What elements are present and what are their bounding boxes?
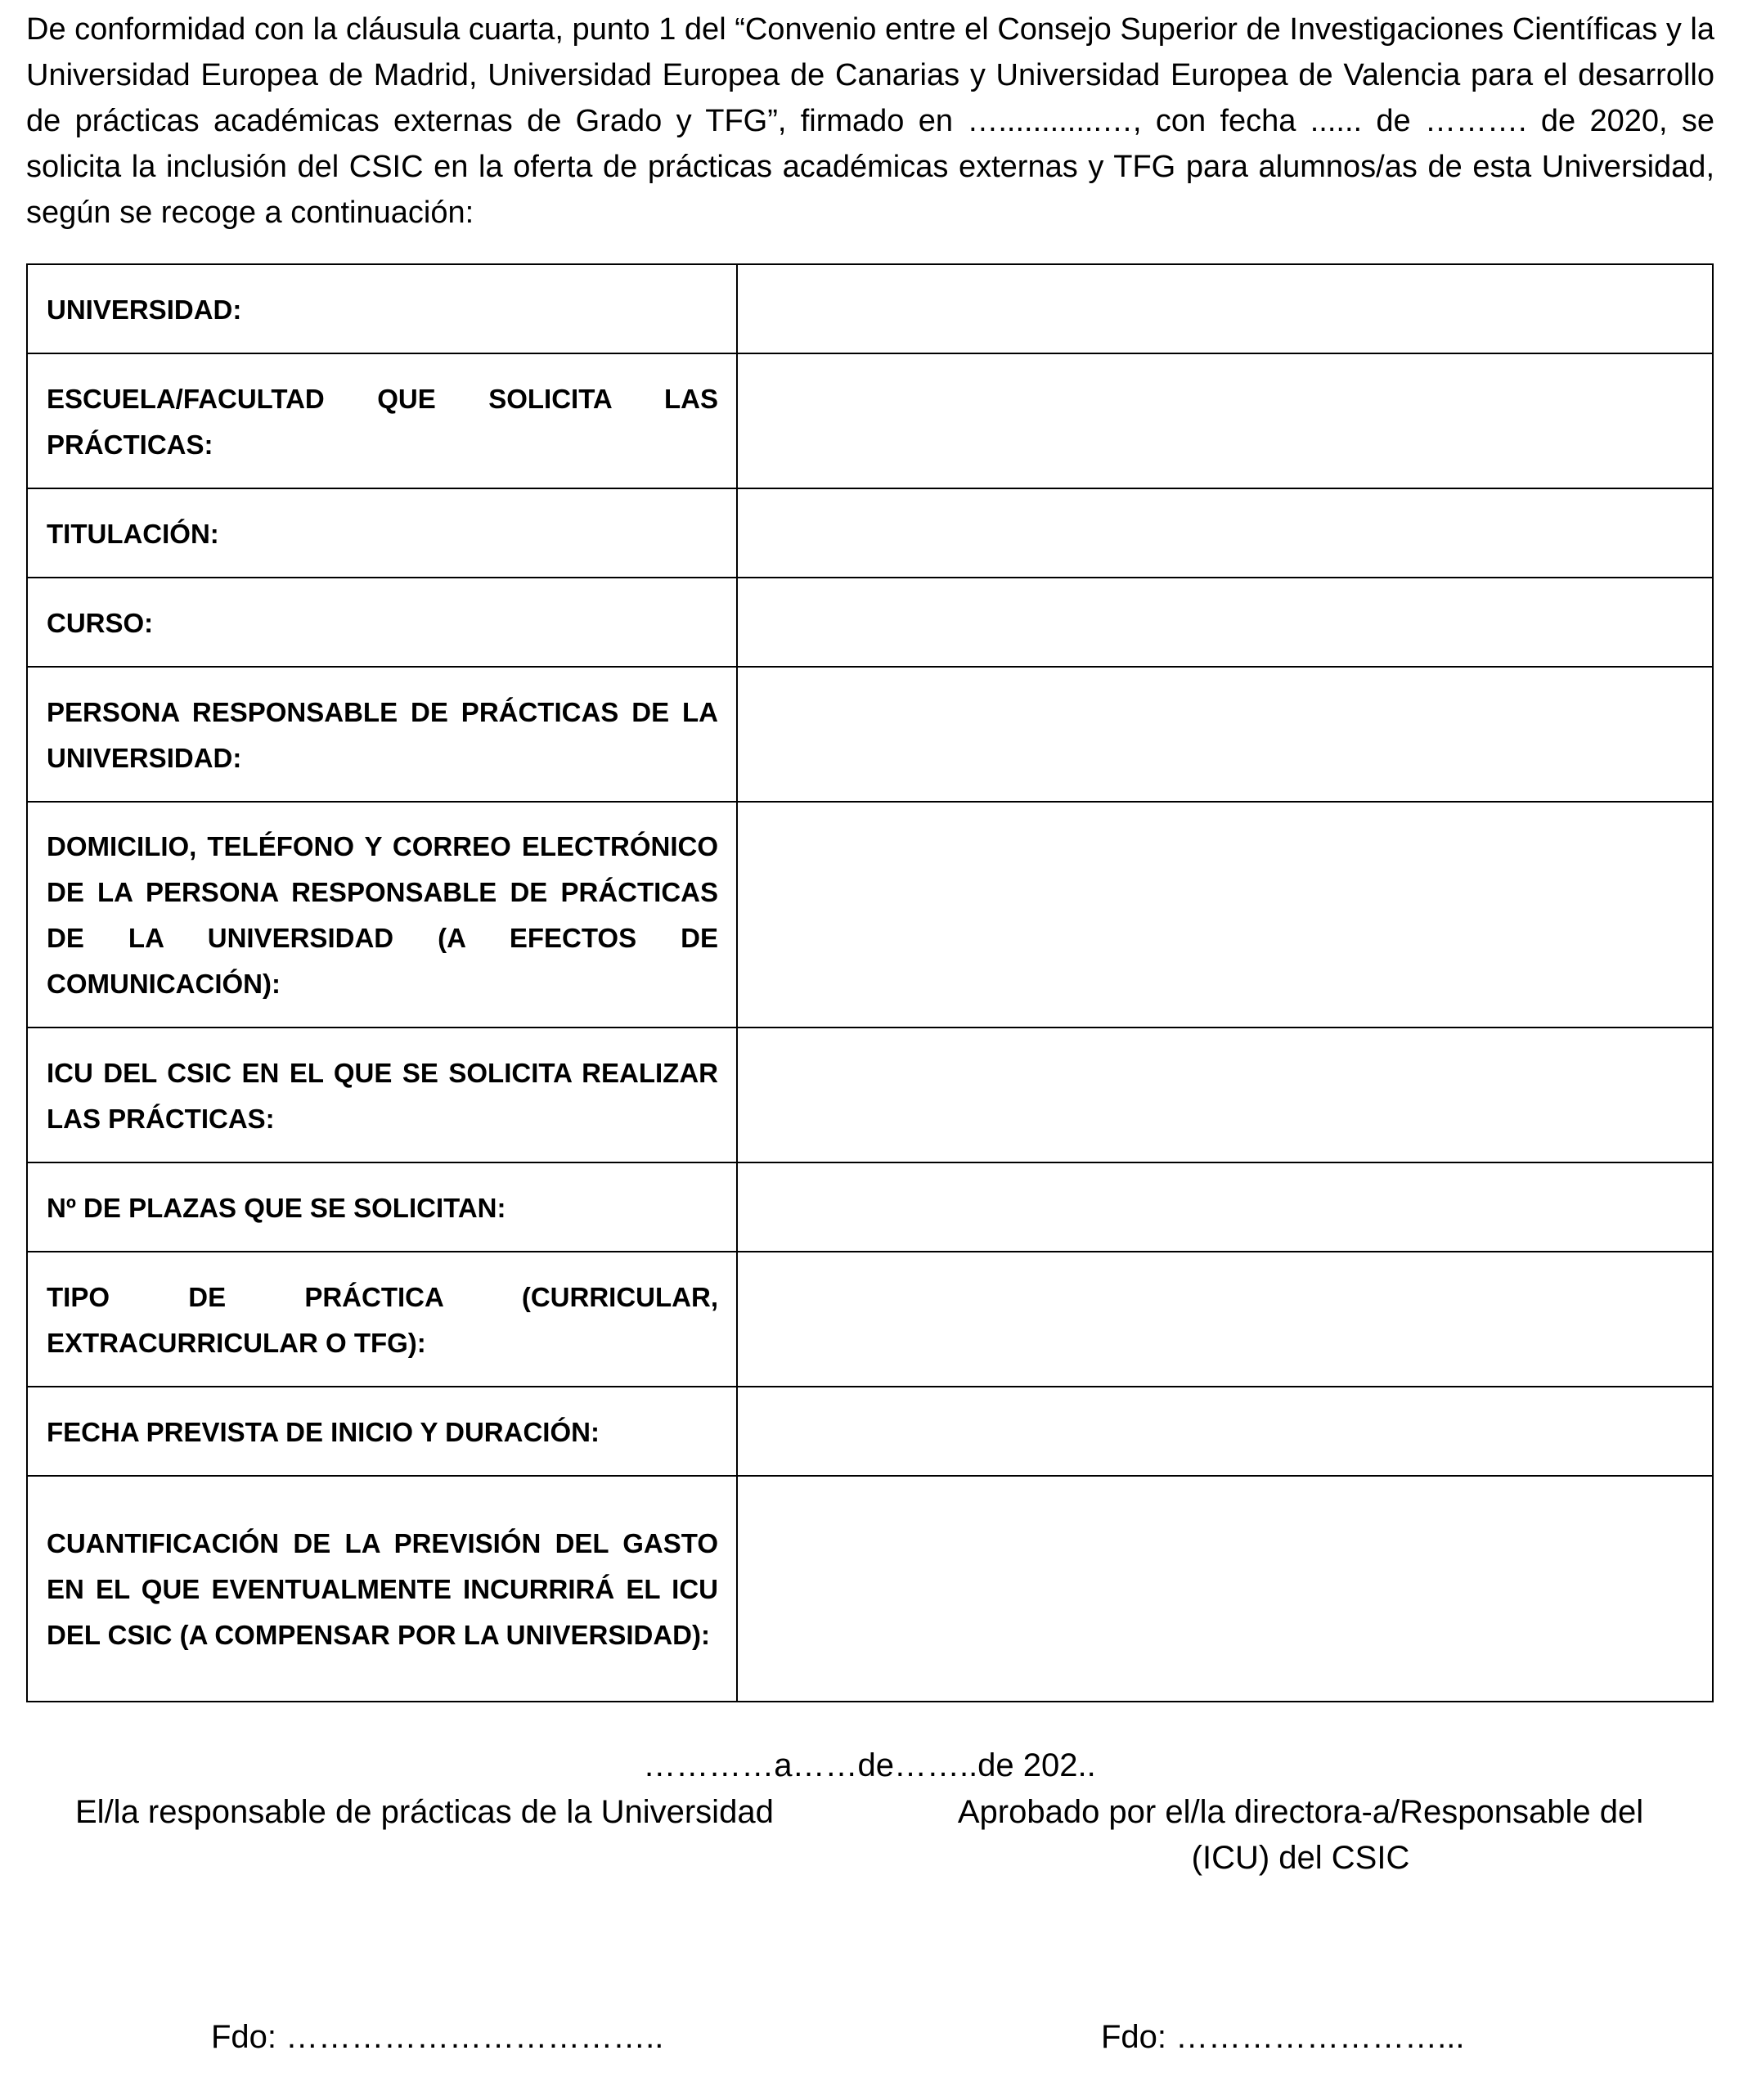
escuela-facultad-field[interactable] bbox=[737, 353, 1713, 488]
form-row-persona-responsable bbox=[27, 667, 1713, 802]
row-label-cell bbox=[27, 578, 737, 667]
titulacion-field[interactable] bbox=[737, 488, 1713, 578]
prevision-gasto-field[interactable] bbox=[737, 1476, 1713, 1702]
row-label: CUANTIFICACIÓN DE LA PREVISIÓN DEL GASTO EN EL QUE EVENTUALMENTE INCURRIRÁ EL ICU DEL CSIC (A COMPENSAR POR LA UNIVERSIDAD): bbox=[47, 1528, 718, 1650]
request-form-table bbox=[26, 263, 1714, 1702]
form-row-fecha-inicio bbox=[27, 1387, 1713, 1476]
row-label-cell bbox=[27, 1252, 737, 1387]
form-row-domicilio-contacto bbox=[27, 802, 1713, 1028]
university-signature-line: Fdo: …………………………….. bbox=[211, 2019, 664, 2055]
curso-field[interactable] bbox=[737, 578, 1713, 667]
row-label: TITULACIÓN: bbox=[47, 518, 219, 549]
row-label: UNIVERSIDAD: bbox=[47, 294, 242, 325]
form-row-tipo-practica bbox=[27, 1252, 1713, 1387]
form-row-prevision-gasto bbox=[27, 1476, 1713, 1702]
universidad-field[interactable] bbox=[737, 264, 1713, 353]
form-row-escuela-facultad bbox=[27, 353, 1713, 488]
row-label-cell bbox=[27, 802, 737, 1028]
row-label-cell bbox=[27, 488, 737, 578]
row-label-cell bbox=[27, 264, 737, 353]
row-label-cell bbox=[27, 1028, 737, 1162]
university-signatory-role: El/la responsable de prácticas de la Universidad bbox=[75, 1794, 774, 1830]
num-plazas-field[interactable] bbox=[737, 1162, 1713, 1252]
intro-paragraph: De conformidad con la cláusula cuarta, punto 1 del “Convenio entre el Consejo Superior de Investigaciones Científicas y la Universidad Europea de Madrid, Universidad Europea de Canarias y Universidad Europea de Valencia para el desarrollo de prácticas académicas externas de Grado y TFG”, firmado en …............…, con fecha ...... de ………. de 2020, se solicita la inclusión del CSIC en la oferta de prácticas académicas externas y TFG para alumnos/as de esta Universidad, según se recoge a continuación: bbox=[26, 12, 1714, 230]
row-label: ESCUELA/FACULTAD QUE SOLICITA LAS PRÁCTICAS: bbox=[47, 383, 718, 460]
row-label-cell bbox=[27, 667, 737, 802]
fecha-inicio-field[interactable] bbox=[737, 1387, 1713, 1476]
icu-field[interactable] bbox=[737, 1028, 1713, 1162]
domicilio-contacto-field[interactable] bbox=[737, 802, 1713, 1028]
row-label: DOMICILIO, TELÉFONO Y CORREO ELECTRÓNICO DE LA PERSONA RESPONSABLE DE PRÁCTICAS DE LA UNIVERSIDAD (A EFECTOS DE COMUNICACIÓN): bbox=[47, 831, 718, 999]
csic-signature-line: Fdo: ……………………... bbox=[1101, 2019, 1465, 2055]
form-row-icu bbox=[27, 1028, 1713, 1162]
place-date-line: …………a……de……..de 202.. bbox=[643, 1747, 1096, 1783]
row-label: PERSONA RESPONSABLE DE PRÁCTICAS DE LA UNIVERSIDAD: bbox=[47, 696, 718, 773]
row-label-cell bbox=[27, 1476, 737, 1702]
persona-responsable-field[interactable] bbox=[737, 667, 1713, 802]
csic-signatory-role: Aprobado por el/la directora-a/Responsable del (ICU) del CSIC bbox=[957, 1794, 1644, 1876]
row-label-cell bbox=[27, 1162, 737, 1252]
row-label: CURSO: bbox=[47, 607, 154, 638]
row-label: TIPO DE PRÁCTICA (CURRICULAR, EXTRACURRICULAR O TFG): bbox=[47, 1281, 718, 1358]
row-label: ICU DEL CSIC EN EL QUE SE SOLICITA REALIZAR LAS PRÁCTICAS: bbox=[47, 1057, 718, 1134]
form-row-titulacion bbox=[27, 488, 1713, 578]
row-label-cell bbox=[27, 1387, 737, 1476]
row-label: FECHA PREVISTA DE INICIO Y DURACIÓN: bbox=[47, 1416, 600, 1447]
row-label-cell bbox=[27, 353, 737, 488]
form-row-num-plazas bbox=[27, 1162, 1713, 1252]
row-label: Nº DE PLAZAS QUE SE SOLICITAN: bbox=[47, 1192, 506, 1223]
form-row-universidad bbox=[27, 264, 1713, 353]
tipo-practica-field[interactable] bbox=[737, 1252, 1713, 1387]
form-row-curso bbox=[27, 578, 1713, 667]
